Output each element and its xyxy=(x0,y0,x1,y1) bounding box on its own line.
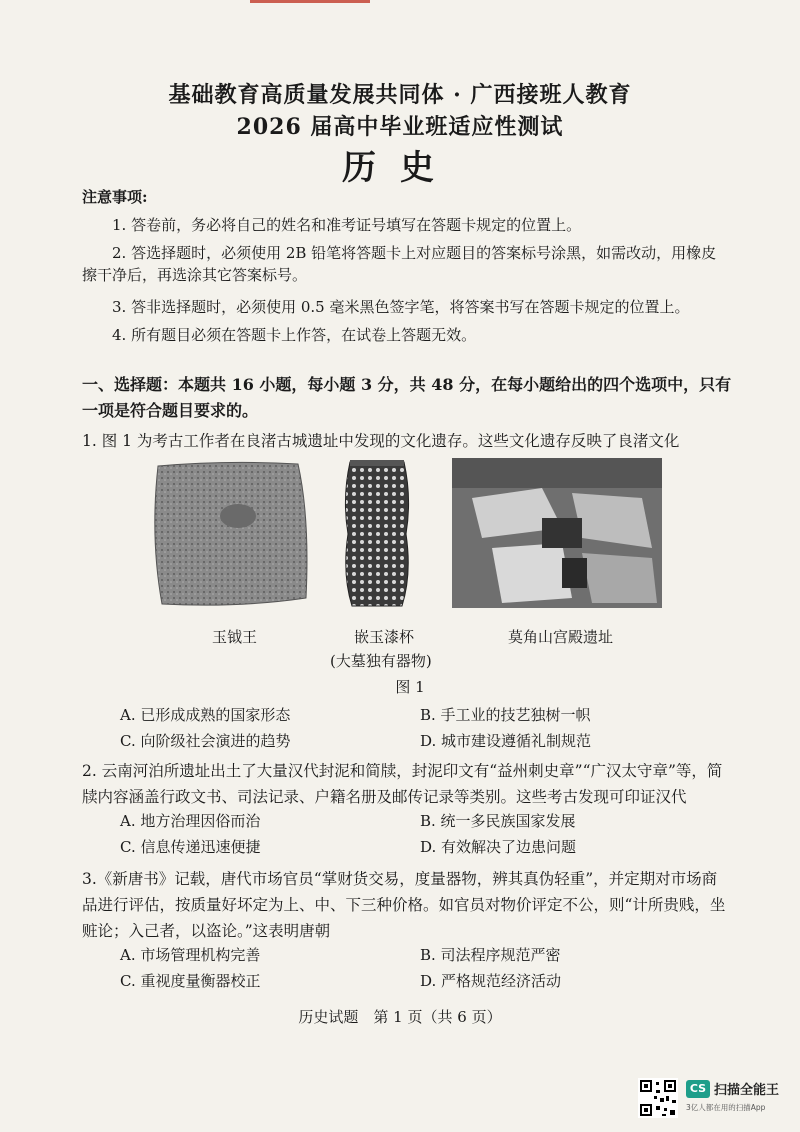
section-heading: 一、选择题：本题共 16 小题，每小题 3 分，共 48 分，在每小题给出的四个选项中，只有一项是符合题目要求的。 xyxy=(82,375,732,420)
q3-option-c: C. 重视度量衡器校正 xyxy=(120,972,261,990)
camscanner-badge: CS xyxy=(686,1080,710,1098)
red-ink-mark xyxy=(250,0,370,3)
camscanner-tagline: 3亿人都在用的扫描App xyxy=(686,1103,766,1112)
q2-option-a: A. 地方治理因俗而治 xyxy=(120,812,261,830)
q2-option-b: B. 统一多民族国家发展 xyxy=(420,812,576,830)
notice-item-3: 3. 答非选择题时，必须使用 0.5 毫米黑色签字笔，将答案书写在答题卡规定的位置上。 xyxy=(112,298,690,316)
q1-option-c: C. 向阶级社会演进的趋势 xyxy=(120,732,291,750)
q3-option-d: D. 严格规范经济活动 xyxy=(420,972,562,990)
question-1-stem: 1. 图 1 为考古工作者在良渚古城遗址中发现的文化遗存。这些文化遗存反映了良渚文化 xyxy=(82,432,680,450)
page-footer: 历史试题 第 1 页（共 6 页） xyxy=(298,1008,502,1026)
notice-title: 注意事项: xyxy=(82,188,148,206)
question-2-stem: 2. 云南河泊所遗址出土了大量汉代封泥和简牍，封泥印文有“益州刺史章”“广汉太守章”等，简牍内容涵盖行政文书、司法记录、户籍名册及邮传记录等类别。这些考古发现可印证汉代 xyxy=(82,762,723,806)
q1-option-a: A. 已形成成熟的国家形态 xyxy=(120,706,291,724)
q1-option-d: D. 城市建设遵循礼制规范 xyxy=(420,732,592,750)
q1-option-b: B. 手工业的技艺独树一帜 xyxy=(420,706,591,724)
notice-item-2: 2. 答选择题时，必须使用 2B 铅笔将答题卡上对应题目的答案标号涂黑，如需改动，用橡皮擦干净后，再选涂其它答案标号。 xyxy=(82,244,717,284)
caption-inlaid-cup: 嵌玉漆杯 xyxy=(354,628,415,646)
notice-item-4: 4. 所有题目必须在答题卡上作答，在试卷上答题无效。 xyxy=(112,326,477,344)
figure-label: 图 1 xyxy=(395,678,425,696)
header-line2: 2026 届高中毕业班适应性测试 xyxy=(236,114,564,140)
caption-jade-axe: 玉钺王 xyxy=(212,628,258,646)
camscanner-brand: 扫描全能王 xyxy=(714,1083,780,1098)
jade-inlaid-cup-image xyxy=(342,458,412,610)
q3-option-b: B. 司法程序规范严密 xyxy=(420,946,561,964)
caption-note: (大墓独有器物) xyxy=(330,652,432,670)
qr-code-icon xyxy=(638,1078,678,1118)
caption-palace-ruins: 莫角山宫殿遗址 xyxy=(508,628,614,646)
q3-option-a: A. 市场管理机构完善 xyxy=(120,946,261,964)
figure-1 xyxy=(148,458,668,618)
q2-option-d: D. 有效解决了边患问题 xyxy=(420,838,577,856)
header-line1: 基础教育高质量发展共同体 · 广西接班人教育 xyxy=(168,82,632,108)
question-3-stem: 3.《新唐书》记载，唐代市场官员“掌财货交易，度量器物，辨其真伪轻重”，并定期对市场商品进行评估，按质量好坏定为上、中、下三种价格。如官员对物价评定不公，则“计所贵贱，坐赃论；入己者，以盗论。”这表明唐朝 xyxy=(82,870,726,940)
palace-ruins-image xyxy=(452,458,662,608)
jade-axe-image xyxy=(148,458,314,608)
subject-title: 历史 xyxy=(342,148,458,188)
q2-option-c: C. 信息传递迅速便捷 xyxy=(120,838,261,856)
notice-item-1: 1. 答卷前，务必将自己的姓名和准考证号填写在答题卡规定的位置上。 xyxy=(112,216,582,234)
